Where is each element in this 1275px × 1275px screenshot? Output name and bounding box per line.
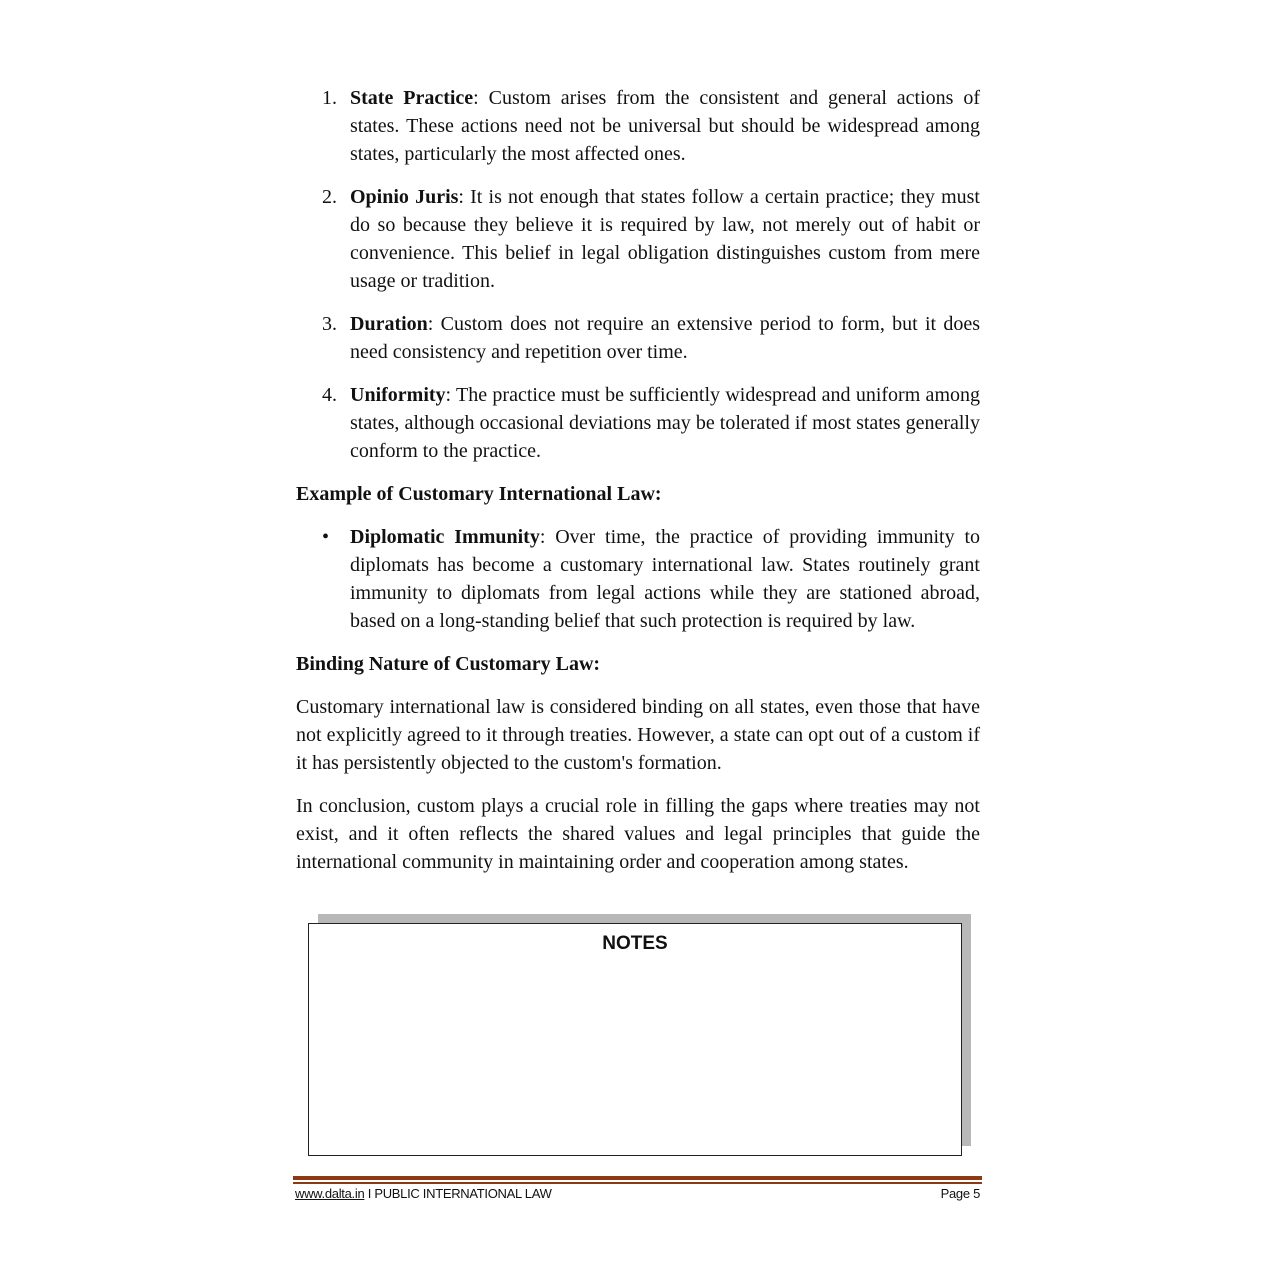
list-item-opinio-juris bbox=[296, 183, 980, 295]
footer-title: I PUBLIC INTERNATIONAL LAW bbox=[364, 1186, 552, 1201]
example-heading: Example of Customary International Law: bbox=[296, 483, 662, 505]
list-number: 2. bbox=[322, 186, 337, 208]
list-item-state-practice bbox=[296, 84, 980, 168]
bullet-item-diplomatic-immunity bbox=[296, 523, 980, 635]
page-footer bbox=[295, 1186, 980, 1204]
term-uniformity: Uniformity bbox=[350, 384, 446, 406]
bullet-marker: • bbox=[322, 526, 330, 548]
notes-box bbox=[308, 923, 962, 1156]
definition-text: : Over time, the practice of providing immunity to diplomats has become a customary international law. States routinely grant immunity to diplomats from legal actions while they are stationed abroad, based on a long-standing belief that such protection is required by law. bbox=[350, 526, 980, 632]
list-item-uniformity bbox=[296, 381, 980, 465]
binding-paragraph: Customary international law is considered binding on all states, even those that have not explicitly agreed to it through treaties. However, a state can opt out of a custom if it has persistently objected to the custom's formation. bbox=[296, 696, 980, 774]
page-content bbox=[296, 84, 980, 891]
term-duration: Duration bbox=[350, 313, 428, 335]
footer-website-link[interactable]: www.dalta.in bbox=[295, 1186, 365, 1201]
conclusion-paragraph: In conclusion, custom plays a crucial role in filling the gaps where treaties may not exist, and it often reflects the shared values and legal principles that guide the international community in maintaining order and cooperation among states. bbox=[296, 795, 980, 873]
footer-rule-thick bbox=[293, 1176, 982, 1180]
footer-rule-thin bbox=[293, 1182, 982, 1184]
list-number: 1. bbox=[322, 87, 337, 109]
definition-text: : Custom does not require an extensive period to form, but it does need consistency and repetition over time. bbox=[350, 313, 980, 363]
binding-heading: Binding Nature of Customary Law: bbox=[296, 653, 601, 675]
notes-title: NOTES bbox=[602, 933, 668, 954]
page-number: Page 5 bbox=[940, 1186, 980, 1201]
definition-text: : It is not enough that states follow a certain practice; they must do so because they believe it is required by law, not merely out of habit or convenience. This belief in legal obligation distinguishes custom from mere usage or tradition. bbox=[350, 186, 980, 292]
term-state-practice: State Practice bbox=[350, 87, 474, 109]
term-opinio-juris: Opinio Juris bbox=[350, 186, 459, 208]
list-number: 3. bbox=[322, 313, 337, 335]
term-diplomatic-immunity: Diplomatic Immunity bbox=[350, 526, 540, 548]
list-number: 4. bbox=[322, 384, 337, 406]
list-item-duration bbox=[296, 310, 980, 366]
definition-text: : The practice must be sufficiently widespread and uniform among states, although occasional deviations may be tolerated if most states generally conform to the practice. bbox=[350, 384, 980, 462]
definition-text: : Custom arises from the consistent and general actions of states. These actions need not be universal but should be widespread among states, particularly the most affected ones. bbox=[350, 87, 980, 165]
